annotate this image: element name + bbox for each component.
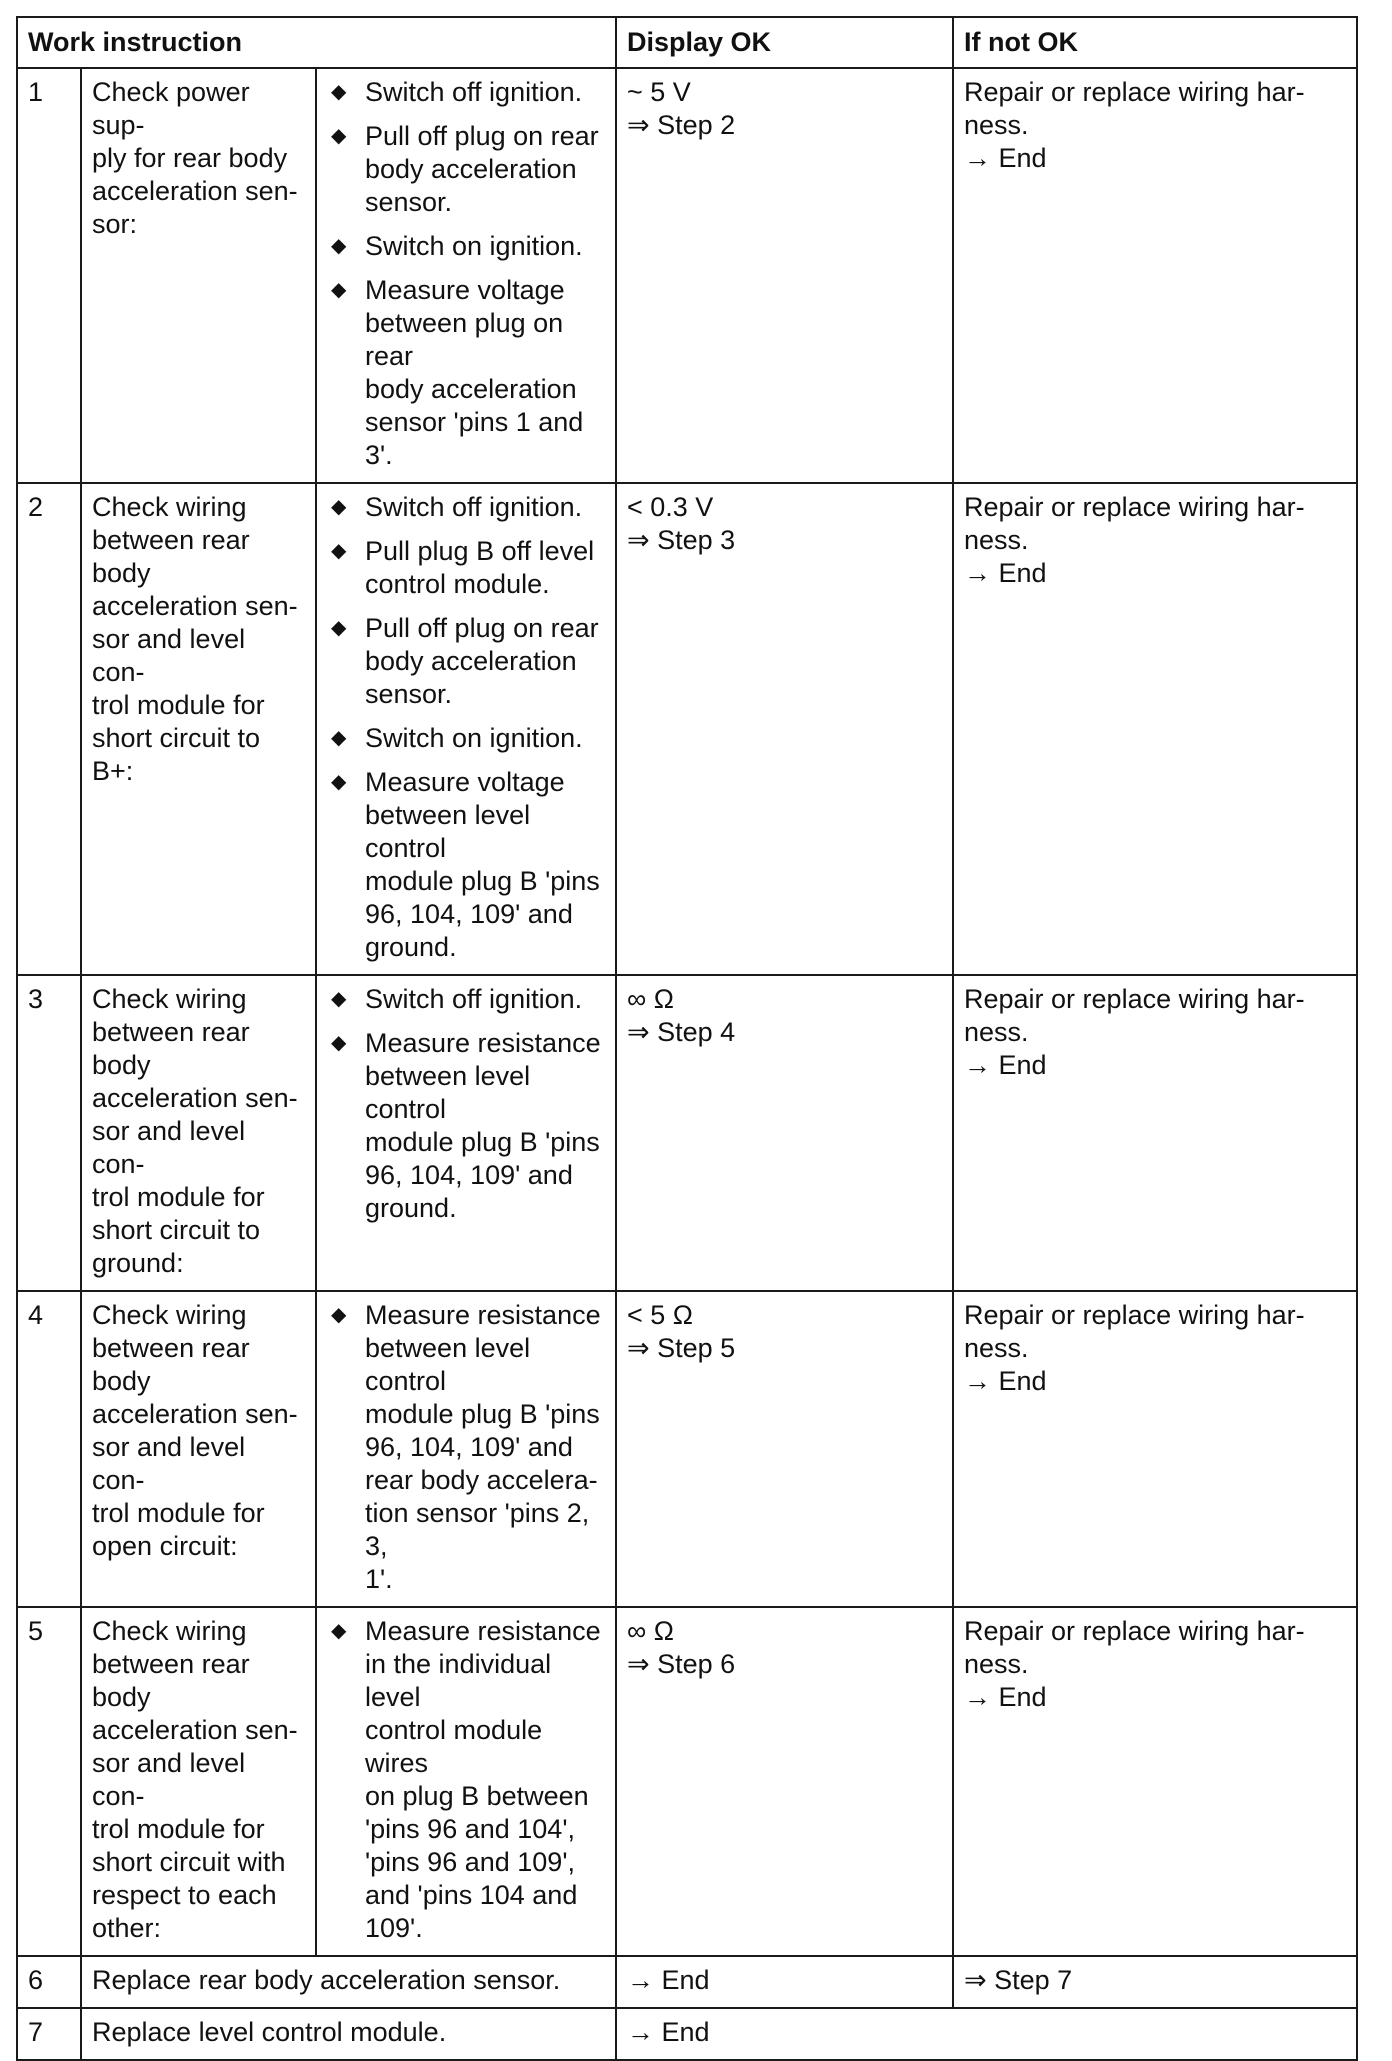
text-line: Repair or replace wiring har- [964, 77, 1305, 107]
list-item [327, 76, 605, 109]
action-list [327, 1615, 605, 1945]
text-line: trol module for [92, 1182, 265, 1212]
text-line: sensor. [365, 187, 453, 217]
text-line: Pull off plug on rear [365, 613, 599, 643]
step-number: 3 [17, 975, 81, 1291]
text-line: module plug B 'pins [365, 1399, 600, 1429]
list-item [327, 230, 605, 263]
table-row [17, 68, 1357, 483]
text-line: ness. [964, 525, 1029, 555]
text-line: Check wiring [92, 984, 247, 1014]
text-line: and 'pins 104 and [365, 1880, 578, 1910]
check-description [81, 483, 316, 975]
text-line: Switch off ignition. [365, 77, 583, 107]
work-instruction-table [16, 16, 1358, 2061]
check-description [81, 1291, 316, 1607]
table-row [17, 2008, 1357, 2060]
if-not-ok-cell [953, 1607, 1357, 1956]
not-ok-next-step: → End [964, 1366, 1047, 1396]
diamond-bullet-icon: ◆ [331, 727, 347, 749]
table-row [17, 483, 1357, 975]
text-line: between rear body [92, 1649, 250, 1712]
text-line: between plug on rear [365, 308, 564, 371]
display-next-step: ⇒ Step 5 [627, 1333, 736, 1363]
not-ok-next-step: → End [964, 1682, 1047, 1712]
text-line: Check wiring [92, 1300, 247, 1330]
list-item [327, 274, 605, 472]
text-line: Repair or replace wiring har- [964, 1300, 1305, 1330]
text-line: sor and level con- [92, 624, 246, 687]
text-line: between rear body [92, 1017, 250, 1080]
diamond-bullet-icon: ◆ [331, 81, 347, 103]
step-number: 2 [17, 483, 81, 975]
text-line: 109'. [365, 1913, 423, 1943]
text-line: Check power sup- [92, 77, 250, 140]
header-work-instruction: Work instruction [17, 17, 616, 68]
text-line: trol module for [92, 690, 265, 720]
table-row [17, 1607, 1357, 1956]
text-line: in the individual level [365, 1649, 552, 1712]
diamond-bullet-icon: ◆ [331, 1304, 347, 1326]
text-line: sor: [92, 209, 138, 239]
display-value: < 0.3 V [627, 492, 714, 522]
header-display-ok: Display OK [616, 17, 953, 68]
text-line: tion sensor 'pins 2, 3, [365, 1498, 590, 1561]
diamond-bullet-icon: ◆ [331, 279, 347, 301]
text-line: between level control [365, 800, 531, 863]
text-line: rear body accelera- [365, 1465, 598, 1495]
header-if-not-ok: If not OK [953, 17, 1357, 68]
text-line: Measure resistance [365, 1300, 601, 1330]
text-line: Measure resistance [365, 1616, 601, 1646]
text-line: 96, 104, 109' and [365, 1160, 573, 1190]
text-line: trol module for [92, 1498, 265, 1528]
action-list-cell [316, 1607, 616, 1956]
diamond-bullet-icon: ◆ [331, 496, 347, 518]
text-line: Measure voltage [365, 275, 565, 305]
check-description [81, 1607, 316, 1956]
text-line: on plug B between [365, 1781, 589, 1811]
diamond-bullet-icon: ◆ [331, 540, 347, 562]
text-line: between level control [365, 1061, 531, 1124]
text-line: module plug B 'pins [365, 1127, 600, 1157]
display-ok-cell: → End [616, 2008, 1357, 2060]
text-line: respect to each [92, 1880, 277, 1910]
text-line: Pull plug B off level [365, 536, 595, 566]
if-not-ok-cell [953, 1291, 1357, 1607]
list-item [327, 1615, 605, 1945]
text-line: body acceleration [365, 374, 577, 404]
list-item [327, 983, 605, 1016]
text-line: ground. [365, 1193, 457, 1223]
text-line: ness. [964, 1649, 1029, 1679]
table-row [17, 1291, 1357, 1607]
text-line: Measure resistance [365, 1028, 601, 1058]
text-line: acceleration sen- [92, 176, 298, 206]
list-item [327, 766, 605, 964]
action-list-cell [316, 68, 616, 483]
text-line: sor and level con- [92, 1748, 246, 1811]
display-next-step: ⇒ Step 6 [627, 1649, 736, 1679]
text-line: 96, 104, 109' and [365, 899, 573, 929]
text-line: between rear body [92, 525, 250, 588]
list-item [327, 491, 605, 524]
text-line: acceleration sen- [92, 1399, 298, 1429]
action-list [327, 1299, 605, 1596]
display-value: ∞ Ω [627, 984, 674, 1014]
list-item [327, 120, 605, 219]
display-ok-cell [616, 975, 953, 1291]
text-line: 96, 104, 109' and [365, 1432, 573, 1462]
text-line: acceleration sen- [92, 1083, 298, 1113]
diamond-bullet-icon: ◆ [331, 771, 347, 793]
text-line: Check wiring [92, 492, 247, 522]
text-line: control module. [365, 569, 550, 599]
text-line: module plug B 'pins [365, 866, 600, 896]
display-ok-cell: → End [616, 1956, 953, 2008]
display-value: < 5 Ω [627, 1300, 693, 1330]
text-line: body acceleration [365, 154, 577, 184]
step-number: 7 [17, 2008, 81, 2060]
list-item [327, 535, 605, 601]
text-line: Pull off plug on rear [365, 121, 599, 151]
display-ok-cell [616, 483, 953, 975]
list-item [327, 722, 605, 755]
display-next-step: ⇒ Step 3 [627, 525, 736, 555]
display-ok-cell [616, 1607, 953, 1956]
display-ok-cell [616, 1291, 953, 1607]
if-not-ok-cell [953, 483, 1357, 975]
check-description [81, 975, 316, 1291]
text-line: Measure voltage [365, 767, 565, 797]
step-rows [17, 68, 1357, 1956]
text-line: body acceleration [365, 646, 577, 676]
diamond-bullet-icon: ◆ [331, 235, 347, 257]
text-line: 'pins 96 and 104', [365, 1814, 575, 1844]
not-ok-next-step: → End [964, 143, 1047, 173]
text-line: Check wiring [92, 1616, 247, 1646]
display-value: ~ 5 V [627, 77, 691, 107]
text-line: Switch on ignition. [365, 231, 583, 261]
text-line: Repair or replace wiring har- [964, 1616, 1305, 1646]
not-ok-next-step: → End [964, 558, 1047, 588]
if-not-ok-cell: ⇒ Step 7 [953, 1956, 1357, 2008]
text-line: sor and level con- [92, 1116, 246, 1179]
diamond-bullet-icon: ◆ [331, 1032, 347, 1054]
action-list [327, 983, 605, 1225]
text-line: Switch off ignition. [365, 492, 583, 522]
table-row [17, 975, 1357, 1291]
step-instruction: Replace rear body acceleration sensor. [81, 1956, 616, 2008]
text-line: Repair or replace wiring har- [964, 492, 1305, 522]
text-line: acceleration sen- [92, 591, 298, 621]
text-line: ground: [92, 1248, 184, 1278]
action-list [327, 76, 605, 472]
action-list-cell [316, 483, 616, 975]
text-line: other: [92, 1913, 162, 1943]
display-next-step: ⇒ Step 4 [627, 1017, 736, 1047]
text-line: ply for rear body [92, 143, 288, 173]
list-item [327, 1027, 605, 1225]
diamond-bullet-icon: ◆ [331, 125, 347, 147]
text-line: Repair or replace wiring har- [964, 984, 1305, 1014]
step-number: 4 [17, 1291, 81, 1607]
list-item [327, 1299, 605, 1596]
text-line: Switch on ignition. [365, 723, 583, 753]
action-list [327, 491, 605, 964]
display-ok-cell [616, 68, 953, 483]
text-line: short circuit to [92, 1215, 261, 1245]
diamond-bullet-icon: ◆ [331, 617, 347, 639]
text-line: sensor. [365, 679, 453, 709]
action-list-cell [316, 975, 616, 1291]
text-line: between rear body [92, 1333, 250, 1396]
diamond-bullet-icon: ◆ [331, 988, 347, 1010]
step-instruction: Replace level control module. [81, 2008, 616, 2060]
text-line: acceleration sen- [92, 1715, 298, 1745]
step-number: 5 [17, 1607, 81, 1956]
text-line: Switch off ignition. [365, 984, 583, 1014]
diamond-bullet-icon: ◆ [331, 1620, 347, 1642]
text-line: ness. [964, 110, 1029, 140]
step-number: 6 [17, 1956, 81, 2008]
text-line: open circuit: [92, 1531, 238, 1561]
text-line: control module wires [365, 1715, 543, 1778]
text-line: ness. [964, 1333, 1029, 1363]
step-number: 1 [17, 68, 81, 483]
text-line: 1'. [365, 1564, 393, 1594]
display-value: ∞ Ω [627, 1616, 674, 1646]
if-not-ok-cell [953, 975, 1357, 1291]
text-line: trol module for [92, 1814, 265, 1844]
text-line: 'pins 96 and 109', [365, 1847, 575, 1877]
check-description [81, 68, 316, 483]
if-not-ok-cell [953, 68, 1357, 483]
not-ok-next-step: → End [964, 1050, 1047, 1080]
text-line: sensor 'pins 1 and 3'. [365, 407, 584, 470]
text-line: ground. [365, 932, 457, 962]
text-line: short circuit to B+: [92, 723, 261, 786]
list-item [327, 612, 605, 711]
table-row [17, 1956, 1357, 2008]
text-line: ness. [964, 1017, 1029, 1047]
display-next-step: ⇒ Step 2 [627, 110, 736, 140]
text-line: sor and level con- [92, 1432, 246, 1495]
action-list-cell [316, 1291, 616, 1607]
header-row [17, 17, 1357, 68]
text-line: between level control [365, 1333, 531, 1396]
text-line: short circuit with [92, 1847, 286, 1877]
